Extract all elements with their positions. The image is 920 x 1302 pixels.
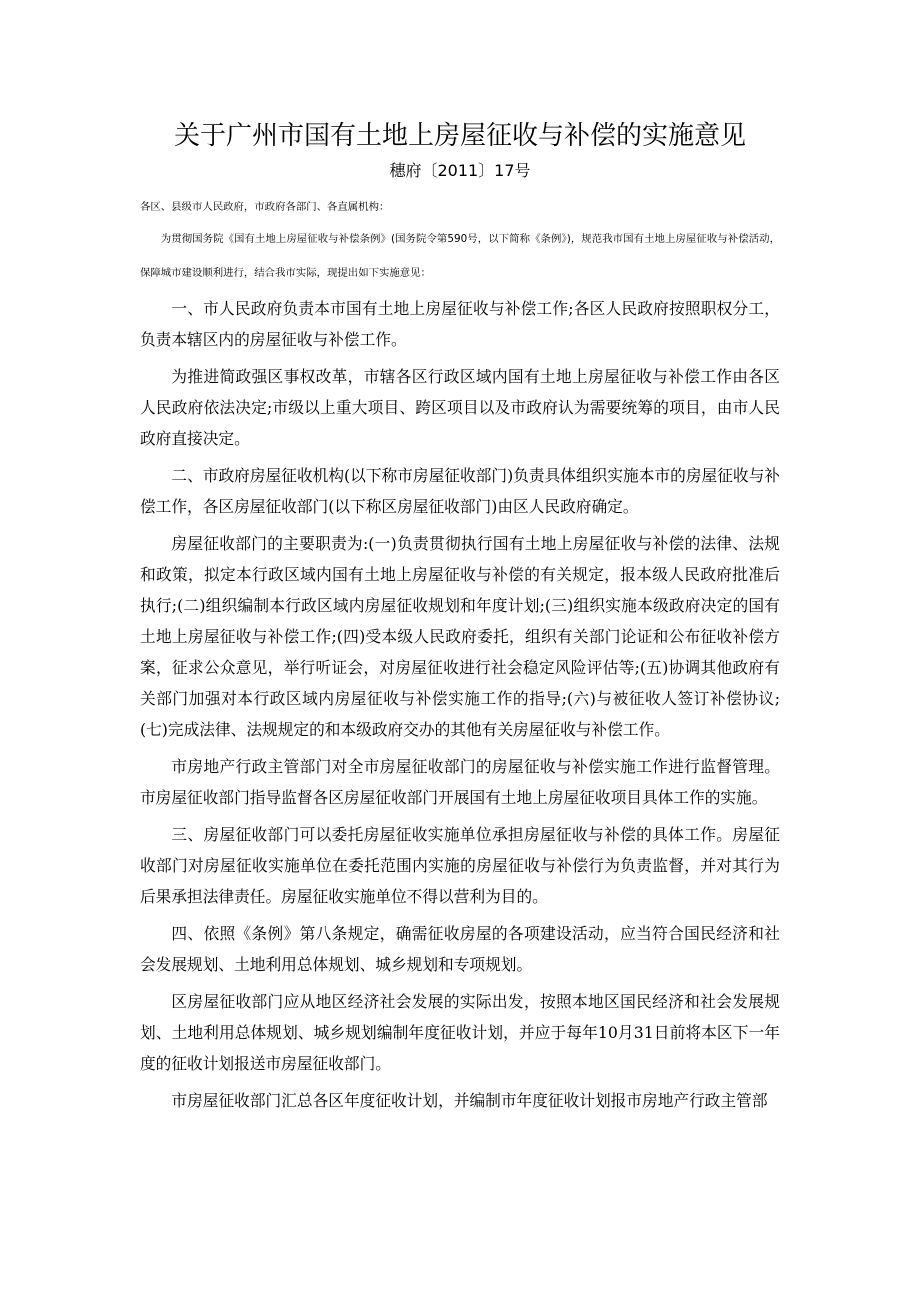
document-page — [140, 0, 780, 1302]
paragraph: 三、房屋征收部门可以委托房屋征收实施单位承担房屋征收与补偿的具体工作。房屋征收部门对房屋征收实施单位在委托范围内实施的房屋征收与补偿行为负责监督，并对其行为后果承担法律责任。房屋征收实施单位不得以营利为目的。 — [140, 825, 780, 906]
paragraph: 市房地产行政主管部门对全市房屋征收部门的房屋征收与补偿实施工作进行监督管理。市房屋征收部门指导监督各区房屋征收部门开展国有土地上房屋征收项目具体工作的实施。 — [140, 757, 780, 807]
paragraph: 四、依照《条例》第八条规定，确需征收房屋的各项建设活动，应当符合国民经济和社会发展规划、土地利用总体规划、城乡规划和专项规划。 — [140, 924, 780, 974]
document-title: 关于广州市国有土地上房屋征收与补偿的实施意见 — [173, 121, 746, 151]
paragraph: 市房屋征收部门汇总各区年度征收计划，并编制市年度征收计划报市房地产行政主管部 — [171, 1091, 768, 1110]
paragraph: 区房屋征收部门应从地区经济社会发展的实际出发，按照本地区国民经济和社会发展规划、土地利用总体规划、城乡规划编制年度征收计划，并应于每年10月31日前将本区下一年度的征收计划报送市房屋征收部门。 — [140, 992, 780, 1073]
paragraph: 为推进简政强区事权改革，市辖各区行政区域内国有土地上房屋征收与补偿工作由各区人民政府依法决定;市级以上重大项目、跨区项目以及市政府认为需要统筹的项目，由市人民政府直接决定。 — [140, 367, 780, 448]
document-body — [140, 293, 780, 1116]
intro-paragraph: 为贯彻国务院《国有土地上房屋征收与补偿条例》(国务院令第590号，以下简称《条例》)，规范我市国有土地上房屋征收与补偿活动，保障城市建设顺利进行，结合我市实际，现提出如下实施意见： — [140, 233, 780, 279]
paragraph: 一、市人民政府负责本市国有土地上房屋征收与补偿工作;各区人民政府按照职权分工，负责本辖区内的房屋征收与补偿工作。 — [140, 299, 780, 349]
paragraph: 二、市政府房屋征收机构(以下称市房屋征收部门)负责具体组织实施本市的房屋征收与补偿工作，各区房屋征收部门(以下称区房屋征收部门)由区人民政府确定。 — [140, 466, 780, 516]
paragraph: 房屋征收部门的主要职责为:(一)负责贯彻执行国有土地上房屋征收与补偿的法律、法规和政策，拟定本行政区域内国有土地上房屋征收与补偿的有关规定，报本级人民政府批准后执行;(二)组织编制本行政区域内房屋征收规划和年度计划;(三)组织实施本级政府决定的国有土地上房屋征收与补偿工作;(四)受本级人民政府委托，组织有关部门论证和公布征收补偿方案，征求公众意见，举行听证会，对房屋征收进行社会稳定风险评估等;(五)协调其他政府有关部门加强对本行政区域内房屋征收与补偿实施工作的指导;(六)与被征收人签订补偿协议;(七)完成法律、法规规定的和本级政府交办的其他有关房屋征收与补偿工作。 — [140, 534, 780, 739]
salutation: 各区、县级市人民政府，市政府各部门、各直属机构： — [140, 201, 390, 213]
document-number: 穗府〔2011〕17号 — [389, 161, 531, 180]
